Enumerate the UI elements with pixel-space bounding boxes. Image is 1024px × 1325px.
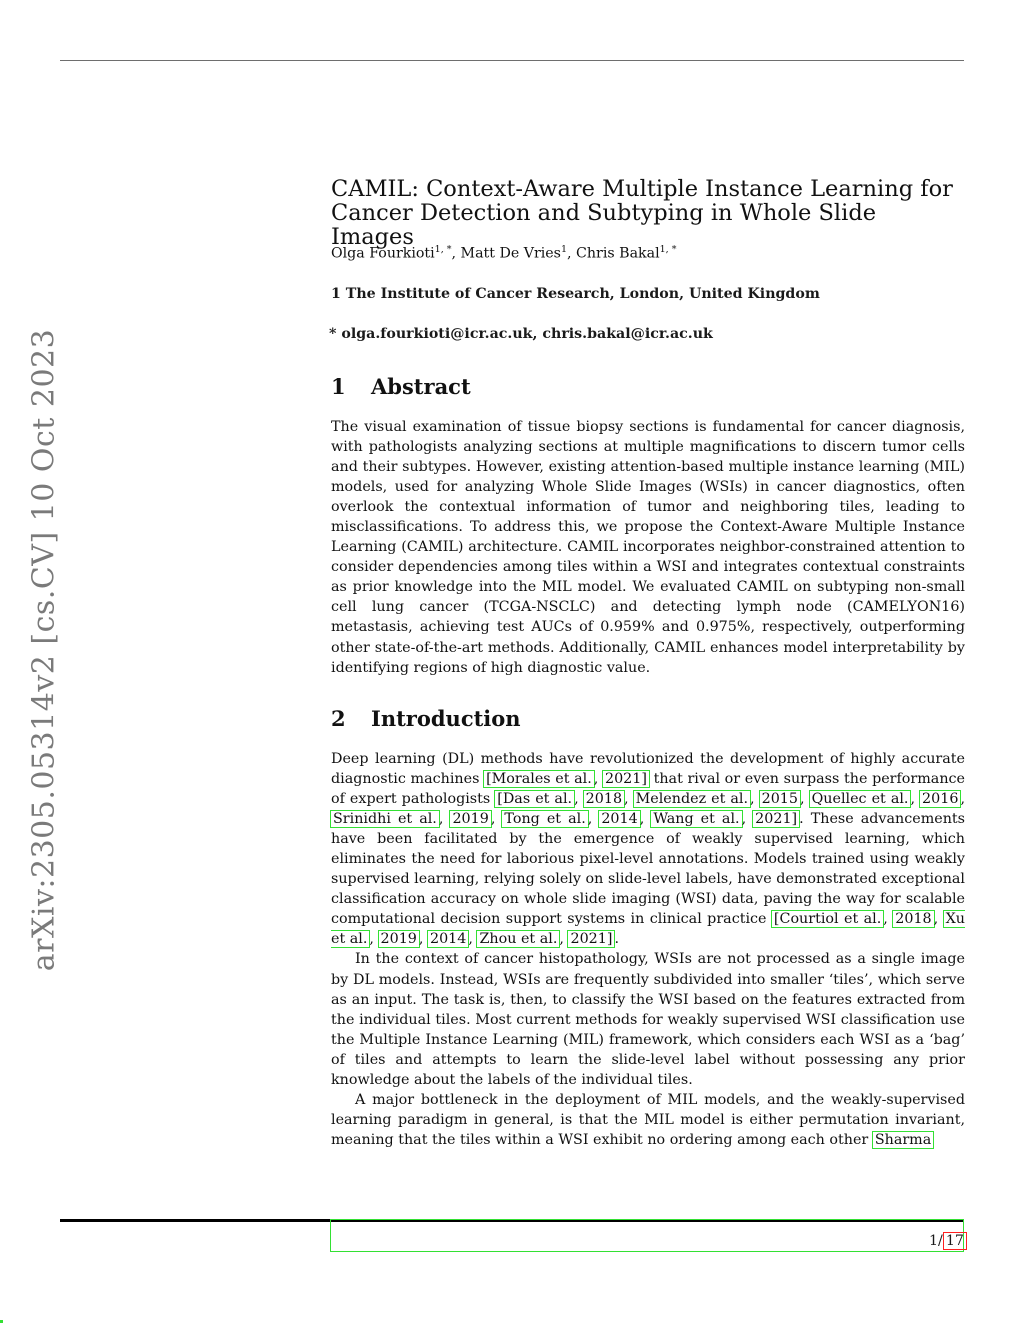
citation-link[interactable]: Xu et al. [331,911,965,948]
author-name: Olga Fourkioti [331,245,435,262]
link-marker [0,1320,3,1323]
introduction-body [331,749,965,1150]
author-separator: , [567,245,577,262]
section-title: Abstract [371,374,471,399]
citation-link[interactable]: [Courtiol et al. [771,910,884,928]
intro-paragraph-3 [331,1090,965,1150]
citation-link[interactable]: Srinidhi et al. [330,810,440,828]
citation-year-link[interactable]: 2014 [427,930,469,948]
author-affiliation-mark: 1 [560,244,568,255]
citation-link[interactable]: Tong et al. [501,810,588,828]
citation-link[interactable]: Sharma [872,1131,934,1149]
intro-paragraph-1: Deep learning (DL) methods have revolutionized the development of highly accurate diagnostic machines [Morales et al. , 2021] that rival or even surpass the performance of expert pathologists [Das et al. , 2018 , Melendez et al. , 2015 , Quellec et al. , 2016 , Srinidhi et al. , 2019 , Tong et al. , 2014 , Wang et al. , 2021] . These advancements have been facilitated by the emergence of weakly supervised learning, which eliminates the need for laborious pixel-level annotations. Models trained using weakly supervised learning, relying solely on slide-level labels, have demonstrated exceptional classification accuracy on whole slide imaging (WSI) data, paving the way for scalable computational decision support systems in clinical practice [Courtiol et al. , 2018 , Xu et al. , 2019 , 2014 , Zhou et al. , 2021] . [331,751,966,948]
citation-link[interactable]: [Morales et al. [483,770,595,788]
citation-year-link[interactable]: 2021] [602,770,650,788]
text-run: . [614,931,619,948]
intro-paragraph-2: In the context of cancer histopathology, WSIs are not processed as a single image by DL models. Instead, WSIs are frequently subdivided into smaller ‘tiles’, which serve as an input. The task is, then, to classify the WSI based on the features extracted from the individual tiles. Most current methods for weakly supervised WSI classification use the Multiple Instance Learning (MIL) framework, which considers each WSI as a ‘bag’ of tiles and attempts to learn the slide-level label without possessing any prior knowledge about the labels of the individual tiles. [331,951,965,1088]
citation-year-link[interactable]: 2021] [567,930,615,948]
header-rule [60,60,964,61]
page-current: 1/ [929,1233,943,1249]
citation-year-link[interactable]: 2018 [583,790,625,808]
section-number: 1 [331,374,346,399]
citation-link[interactable]: Quellec et al. [809,790,912,808]
author-separator: , [451,245,461,262]
abstract-heading [331,374,471,399]
footer-link-box[interactable] [330,1219,964,1252]
citation-year-link[interactable]: 2019 [378,930,420,948]
author-list [331,244,676,262]
text-run: that rival or even surpass the performance of expert pathologists [331,771,966,808]
section-number: 2 [331,706,346,731]
abstract-paragraph: The visual examination of tissue biopsy sections is fundamental for cancer diagnosis, with pathologists analyzing sections at multiple magnifications to discern tumor cells and their subtypes. However, existing attention-based multiple instance learning (MIL) models, used for analyzing Whole Slide Images (WSIs) in cancer diagnostics, often overlook the contextual information of tumor and neighboring tiles, leading to misclassifications. To address this, we propose the Context-Aware Multiple Instance Learning (CAMIL) architecture. CAMIL incorporates neighbor-constrained attention to consider dependencies among tiles within a WSI and integrates contextual constraints as prior knowledge into the MIL model. We evaluated CAMIL on subtyping non-small cell lung cancer (TCGA-NSCLC) and detecting lymph node (CAMELYON16) metastasis, achieving test AUCs of 0.959% and 0.975%, respectively, outperforming other state-of-the-art methods. Additionally, CAMIL enhances model interpretability by identifying regions of high diagnostic value. [331,419,965,676]
title-line-2: Cancer Detection and Subtyping in Whole Slide Images [331,200,877,250]
introduction-heading [331,706,521,731]
citation-year-link[interactable]: 2018 [892,910,934,928]
citation-year-link[interactable]: 2014 [598,810,640,828]
citation-link[interactable]: [Das et al. [494,790,575,808]
citation-year-link[interactable]: 2016 [919,790,961,808]
section-title: Introduction [371,706,521,731]
contact-emails: * olga.fourkioti@icr.ac.uk, chris.bakal@icr.ac.uk [329,326,713,342]
citation-year-link[interactable]: 2019 [449,810,491,828]
title-line-1: CAMIL: Context-Aware Multiple Instance Learning for [331,176,953,202]
author-affiliation-mark: 1, * [659,244,677,255]
text-run: A major bottleneck in the deployment of MIL models, and the weakly-supervised learning paradigm in general, is that the MIL model is either permutation invariant, meaning that the tiles within a WSI exhibit no ordering among each other [331,1091,965,1148]
author-name: Chris Bakal [576,245,660,262]
author-affiliation-mark: 1, * [434,244,452,255]
abstract-body [331,417,965,678]
affiliation: 1 The Institute of Cancer Research, London, United Kingdom [331,286,820,302]
paper-title [331,177,961,249]
citation-link[interactable]: Wang et al. [650,810,742,828]
citation-link[interactable]: Melendez et al. [633,790,751,808]
citation-year-link[interactable]: 2015 [759,790,801,808]
citation-link[interactable]: Zhou et al. [476,930,560,948]
citation-year-link[interactable]: 2021] [752,810,800,828]
page-total-link[interactable]: 17 [943,1232,967,1250]
author-name: Matt De Vries [460,245,561,262]
text-run: Deep learning (DL) methods have revolutionized the development of highly accurate diagnostic machines [331,751,965,788]
page-number [929,1233,967,1249]
text-run: . These advancements have been facilitated by the emergence of weakly supervised learning, which eliminates the need for laborious pixel-level annotations. Models trained using weakly supervised learning, relying solely on slide-level labels, have demonstrated exceptional classification accuracy on whole slide imaging (WSI) data, paving the way for scalable computational decision support systems in clinical practice [331,811,966,928]
arxiv-identifier[interactable]: arXiv:2305.05314v2 [cs.CV] 10 Oct 2023 [26,328,62,972]
